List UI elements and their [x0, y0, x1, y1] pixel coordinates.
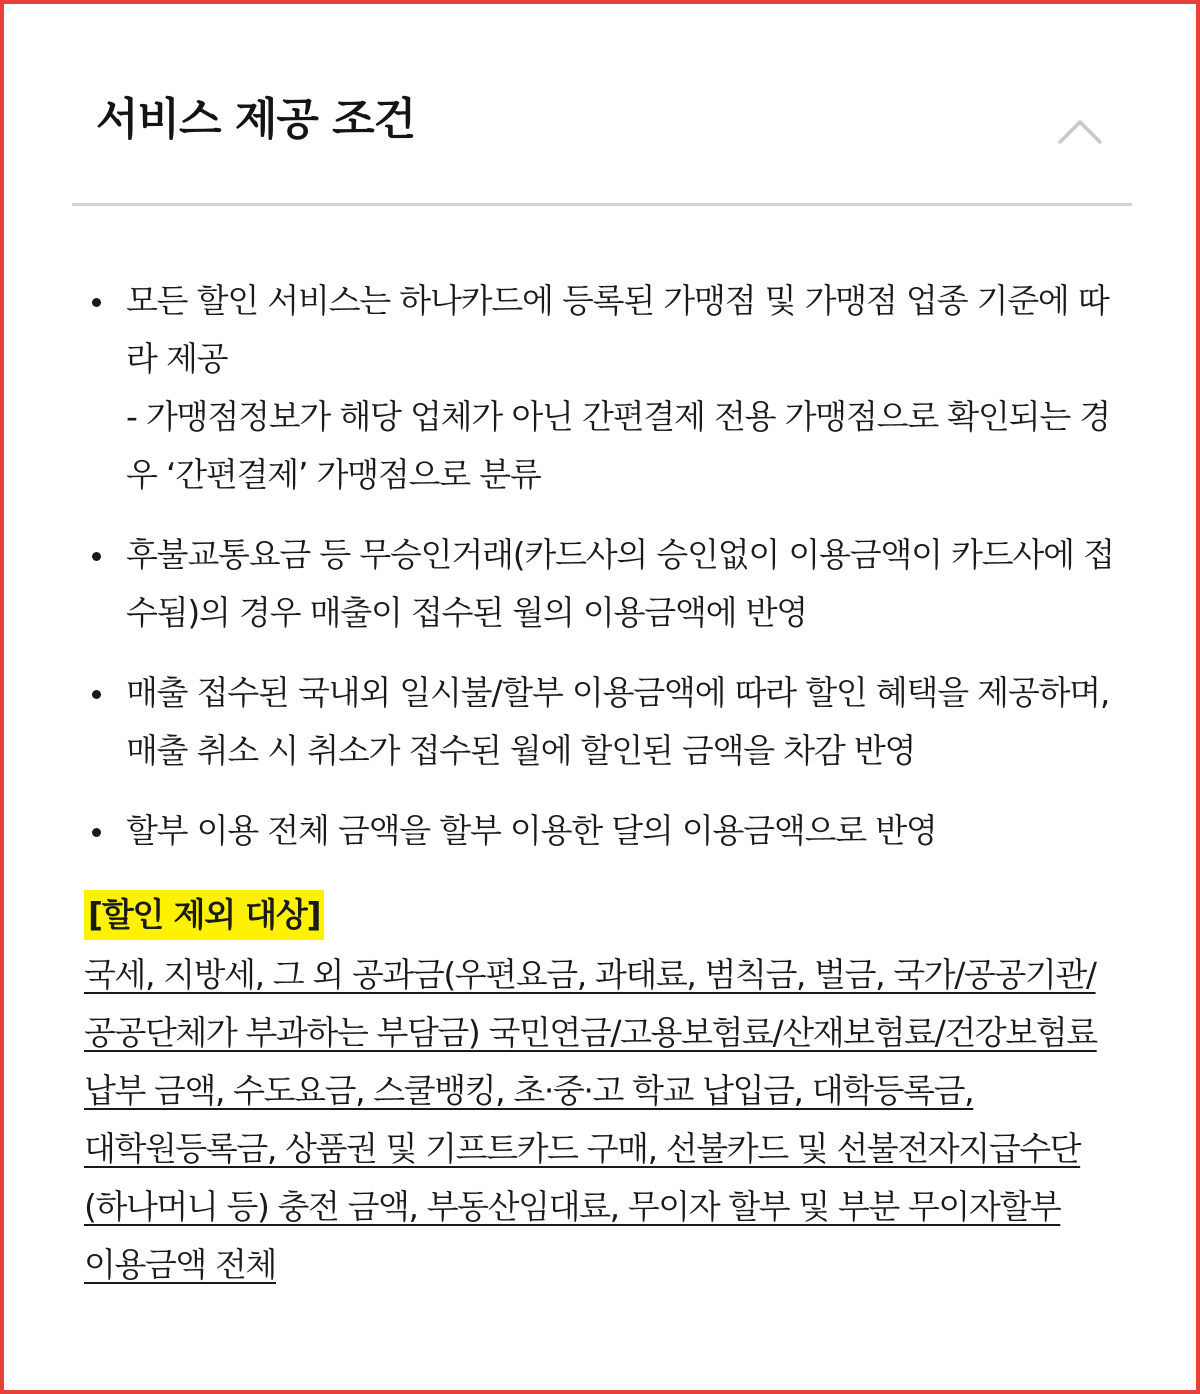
list-item-subnote: - 가맹점정보가 해당 업체가 아닌 간편결제 전용 가맹점으로 확인되는 경우 ‘간편결제’ 가맹점으로 분류 — [126, 397, 1110, 494]
list-item-text: 모든 할인 서비스는 하나카드에 등록된 가맹점 및 가맹점 업종 기준에 따라 제공 — [126, 281, 1109, 378]
accordion-header[interactable] — [72, 4, 1132, 206]
exclusions-text: 국세, 지방세, 그 외 공과금(우편요금, 과태료, 범칙금, 벌금, 국가/공공기관/공공단체가 부과하는 부담금) 국민연금/고용보험료/산재보험료/건강보험료 납부 금액, 수도요금, 스쿨뱅킹, 초·중·고 학교 납입금, 대학등록금, 대학원등록금, 상품권 및 기프트카드 구매, 선불카드 및 선불전자지급수단(하나머니 등) 충전 금액, 부동산임대료, 무이자 할부 및 부분 무이자할부 이용금액 전체 — [84, 955, 1097, 1284]
panel-title: 서비스 제공 조건 — [96, 94, 416, 145]
list-item-text: 후불교통요금 등 무승인거래(카드사의 승인없이 이용금액이 카드사에 접수됨)의 경우 매출이 접수된 월의 이용금액에 반영 — [126, 535, 1114, 632]
list-item — [84, 526, 1136, 642]
exclusions-heading: [할인 제외 대상] — [84, 890, 324, 940]
chevron-up-icon[interactable] — [1052, 104, 1108, 160]
panel-content — [84, 272, 1136, 1294]
list-item — [84, 272, 1136, 504]
list-item-text: 매출 접수된 국내외 일시불/할부 이용금액에 따라 할인 혜택을 제공하며, 매출 취소 시 취소가 접수된 월에 할인된 금액을 차감 반영 — [126, 673, 1110, 770]
list-item-text: 할부 이용 전체 금액을 할부 이용한 달의 이용금액으로 반영 — [126, 811, 937, 850]
list-item — [84, 802, 1136, 860]
list-item — [84, 664, 1136, 780]
conditions-list — [84, 272, 1136, 860]
